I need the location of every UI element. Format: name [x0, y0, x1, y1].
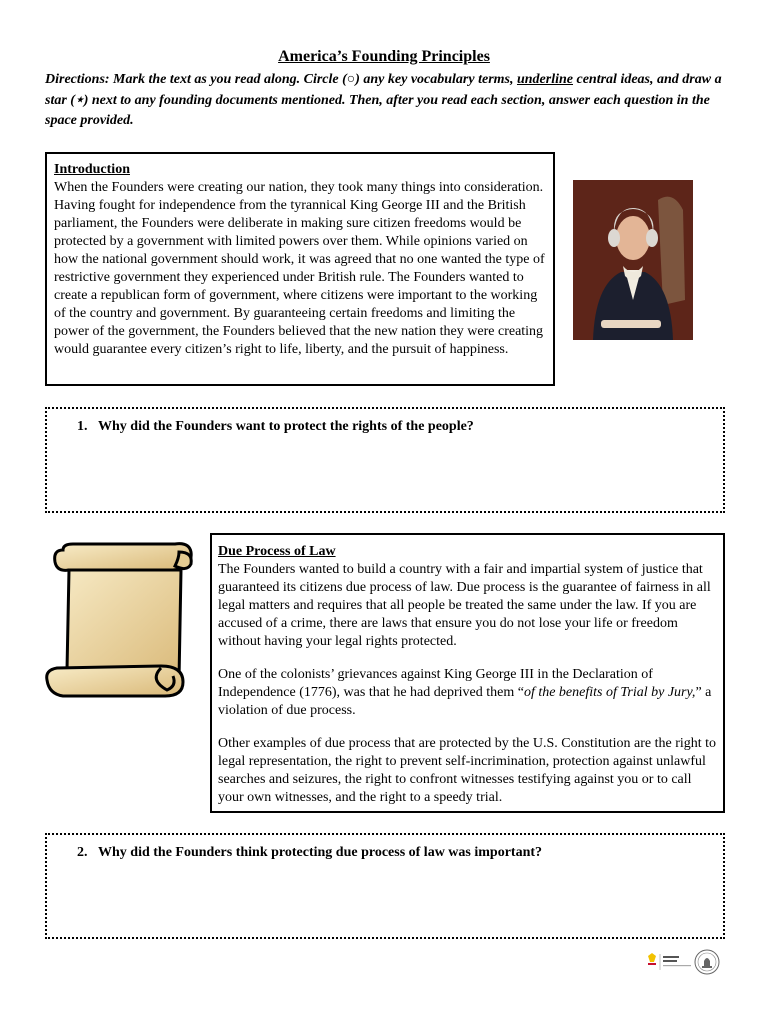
directions-underline-word: underline [516, 72, 573, 87]
question-2-number: 2. [77, 845, 88, 860]
introduction-box [45, 152, 555, 386]
question-2-box[interactable] [45, 833, 725, 939]
due-process-text [218, 561, 717, 807]
directions-text-2: central ideas, and draw a star (⋆) next to any founding documents mentioned. Then, after you read each section, answer each question in the space provided. [45, 72, 722, 128]
lou-frey-institute-logo [645, 950, 695, 974]
due-process-p2-start: One of the colonists’ grievances against King George III in the Declaration of Independence (1776), was that he had deprived them “ [218, 667, 653, 700]
directions [45, 70, 725, 132]
portrait-image [573, 180, 693, 340]
directions-text-1: Directions: Mark the text as you read along. Circle (○) any key vocabulary terms, [45, 72, 517, 87]
due-process-paragraph-2 [218, 666, 717, 720]
question-2 [77, 844, 723, 862]
due-process-box [210, 533, 725, 813]
due-process-heading: Due Process of Law [218, 544, 336, 559]
question-1-number: 1. [77, 419, 88, 434]
due-process-p2-end: ” a violation of due process. [218, 685, 712, 718]
scroll-icon [43, 540, 201, 700]
due-process-paragraph-3: Other examples of due process that are protected by the U.S. Constitution are the right to legal representation, the right to prevent self-incrimination, protection against unlawful searches and seizures, the right to confront witnesses testifying against you or to call your own witnesses, and the right to a speedy trial. [218, 736, 717, 805]
question-2-text: Why did the Founders think protecting due process of law was important? [98, 845, 543, 860]
question-1-box[interactable] [45, 407, 725, 513]
seal-icon [694, 949, 720, 975]
due-process-paragraph-1: The Founders wanted to build a country with a fair and impartial system of justice that guaranteed its citizens due process of law. Due process is the guarantee of fairness in all legal matters and requires that all people be treated the same under the law. If you are accused of a crime, there are laws that ensure you do not lose your life or freedom without having your legal rights protected. [218, 562, 711, 649]
question-1 [77, 418, 723, 436]
introduction-heading: Introduction [54, 162, 130, 177]
page-title: America’s Founding Principles [278, 48, 490, 65]
introduction-text: When the Founders were creating our nation, they took many things into consideration. Having fought for independence from the tyrannical King George III and the British parliament, the Founders were deliberate in making sure citizen freedoms would be protected by a government with limited powers over them. While opinions varied on how the national government should work, it was agreed that no one wanted the type of restrictive government they experienced under British rule. The Founders wanted to create a republican form of government, where citizens were important to the working of the country and government. By guaranteeing certain freedoms and limiting the power of the government, the Founders believed that the new nation they were creating would guarantee every citizen’s right to life, liberty, and the pursuit of happiness. [54, 180, 545, 357]
question-1-text: Why did the Founders want to protect the rights of the people? [98, 419, 474, 434]
due-process-quote: of the benefits of Trial by Jury, [523, 685, 696, 700]
